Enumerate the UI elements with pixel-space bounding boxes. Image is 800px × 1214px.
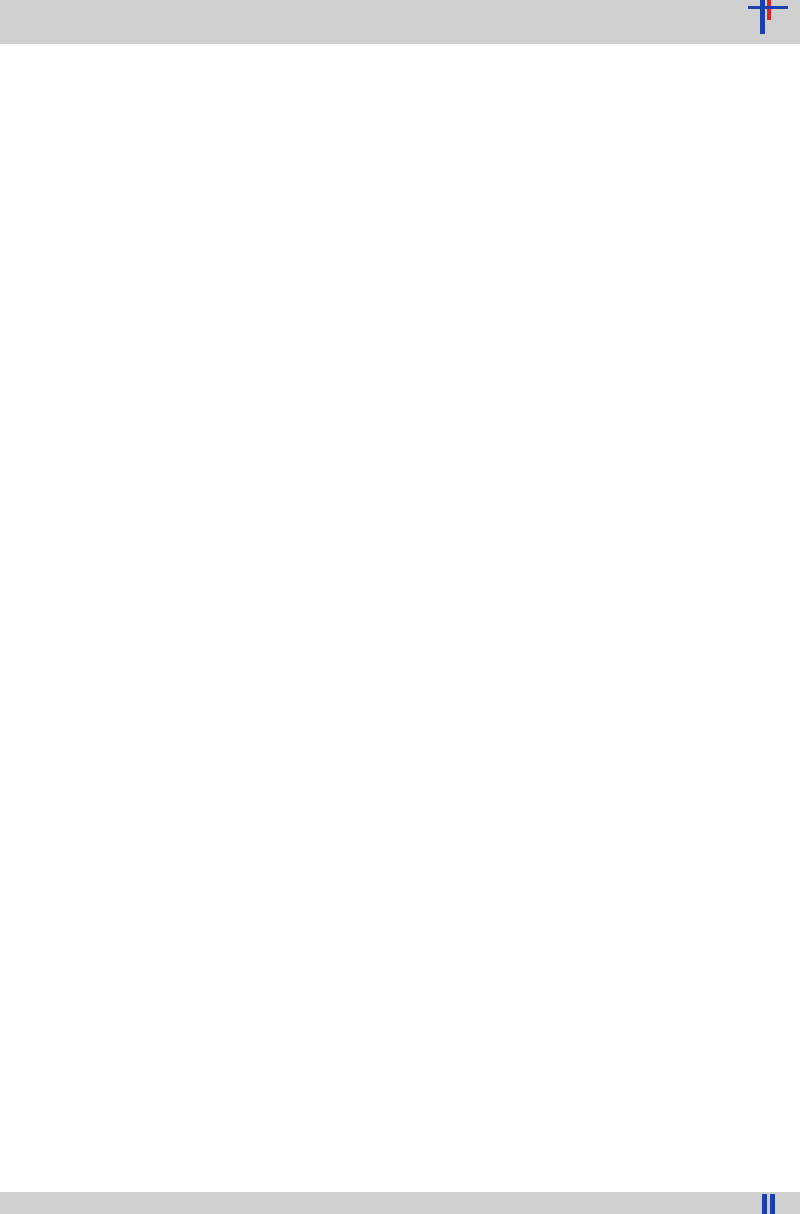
scanned-page: [0, 44, 800, 1192]
ub-logo-bottom-icon: [756, 1194, 786, 1214]
top-source-bar: [0, 0, 800, 44]
ub-logo-icon: [748, 0, 788, 34]
table-of-contents: [130, 1044, 690, 1062]
bottom-source-bar: [0, 1192, 800, 1214]
